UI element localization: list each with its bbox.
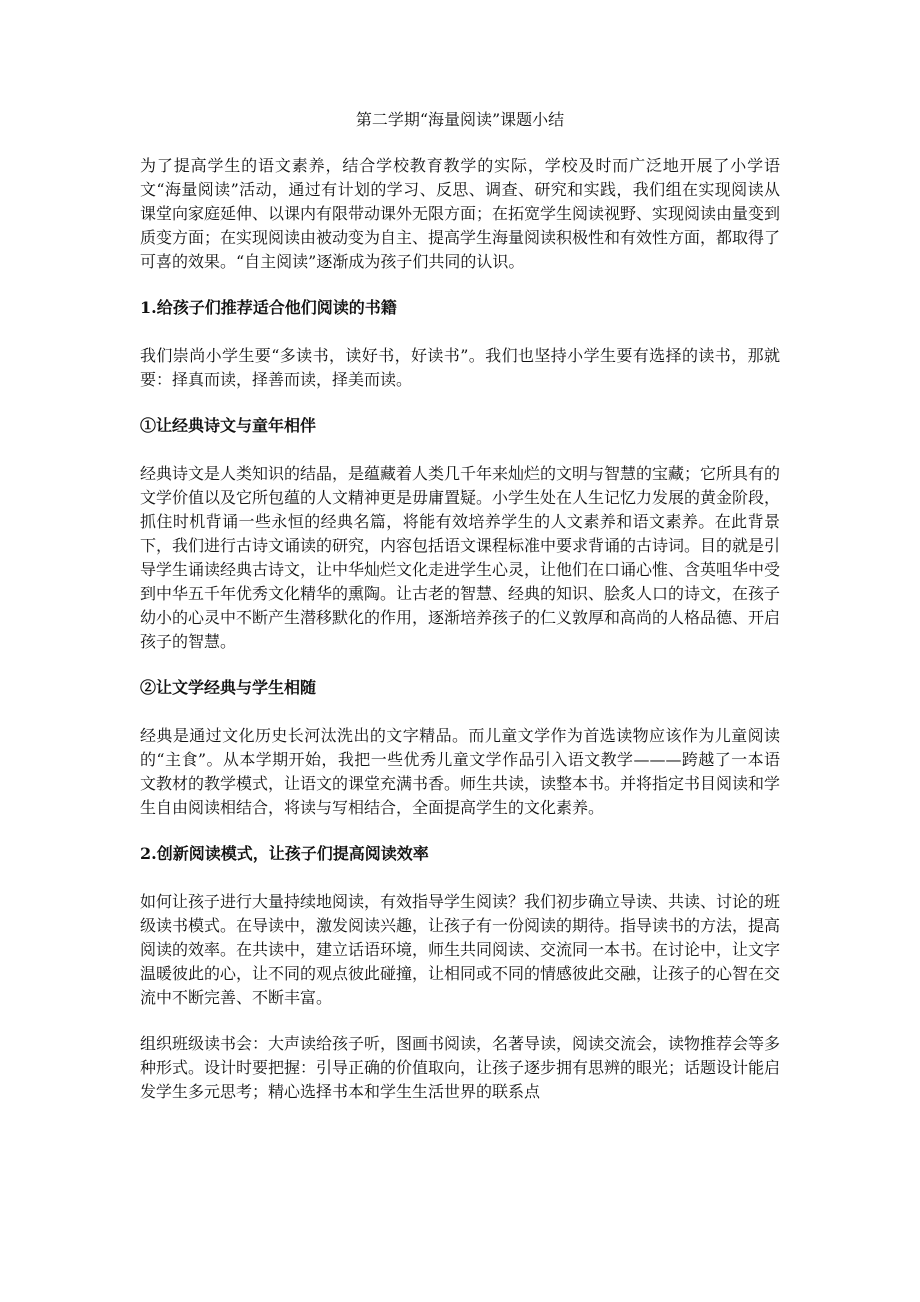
subsection-2-paragraph: 经典是通过文化历史长河汰洗出的文字精品。而儿童文学作为首选读物应该作为儿童阅读的“主食”。从本学期开始，我把一些优秀儿童文学作品引入语文教学———跨越了一本语文教材的教学模式，让语文的课堂充满书香。师生共读，读整本书。并将指定书目阅读和学生自由阅读相结合，将读与写相结合，全面提高学生的文化素养。 xyxy=(140,726,781,817)
subsection-2-heading: ②让文学经典与学生相随 xyxy=(140,678,317,697)
section-2-paragraph-1: 如何让孩子进行大量持续地阅读，有效指导学生阅读？我们初步确立导读、共读、讨论的班级读书模式。在导读中，激发阅读兴趣，让孩子有一份阅读的期待。指导读书的方法，提高阅读的效率。在共读中，建立话语环境，师生共同阅读、交流同一本书。在讨论中，让文字温暖彼此的心，让不同的观点彼此碰撞，让相同或不同的情感彼此交融，让孩子的心智在交流中不断完善、不断丰富。 xyxy=(140,892,781,1007)
subsection-1-paragraph: 经典诗文是人类知识的结晶，是蕴藏着人类几千年来灿烂的文明与智慧的宝藏；它所具有的文学价值以及它所包蕴的人文精神更是毋庸置疑。小学生处在人生记忆力发展的黄金阶段，抓住时机背诵一些永恒的经典名篇，将能有效培养学生的人文素养和语文素养。在此背景下，我们进行古诗文诵读的研究，内容包括语文课程标准中要求背诵的古诗词。目的就是引导学生诵读经典古诗文，让中华灿烂文化走进学生心灵，让他们在口诵心惟、含英咀华中受到中华五千年优秀文化精华的熏陶。让古老的智慧、经典的知识、脍炙人口的诗文，在孩子幼小的心灵中不断产生潜移默化的作用，逐渐培养孩子的仁义敦厚和高尚的人格品德、开启孩子的智慧。 xyxy=(140,464,781,651)
section-2-heading: 2.创新阅读模式，让孩子们提高阅读效率 xyxy=(140,844,429,863)
subsection-1-heading: ①让经典诗文与童年相伴 xyxy=(140,416,317,435)
document-page xyxy=(140,108,780,1126)
intro-paragraph: 为了提高学生的语文素养，结合学校教育教学的实际，学校及时而广泛地开展了小学语文“海量阅读”活动，通过有计划的学习、反思、调查、研究和实践，我们组在实现阅读从课堂向家庭延伸、以课内有限带动课外无限方面；在拓宽学生阅读视野、实现阅读由量变到质变方面；在实现阅读由被动变为自主、提高学生海量阅读积极性和有效性方面，都取得了可喜的效果。“自主阅读”逐渐成为孩子们共同的认识。 xyxy=(140,156,781,271)
document-title: 第二学期“海量阅读”课题小结 xyxy=(355,110,565,129)
section-1-heading: 1.给孩子们推荐适合他们阅读的书籍 xyxy=(140,298,397,317)
section-1-paragraph: 我们崇尚小学生要“多读书，读好书，好读书”。我们也坚持小学生要有选择的读书，那就要：择真而读，择善而读，择美而读。 xyxy=(140,346,780,389)
section-2-paragraph-2: 组织班级读书会：大声读给孩子听，图画书阅读，名著导读，阅读交流会，读物推荐会等多种形式。设计时要把握：引导正确的价值取向，让孩子逐步拥有思辨的眼光；话题设计能启发学生多元思考；精心选择书本和学生生活世界的联系点 xyxy=(140,1034,781,1101)
